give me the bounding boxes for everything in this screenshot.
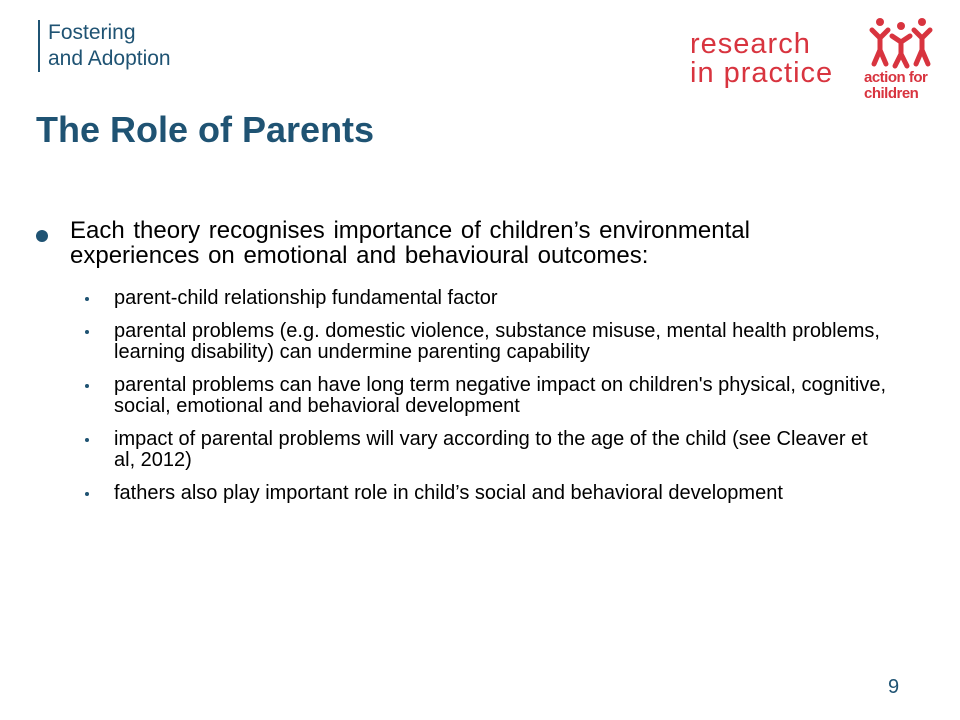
slide-title: The Role of Parents [36, 109, 375, 150]
sub-bullet-item [36, 288, 886, 309]
main-bullet-text: Each theory recognises importance of children’s environmental experiences on emotional and behavioural outcomes: [70, 217, 750, 269]
children-figures-icon [868, 14, 934, 70]
afc-line-1: action for [864, 69, 928, 86]
action-for-children-logo [864, 14, 936, 106]
research-in-practice-logo [690, 30, 833, 88]
sub-bullet-dot-icon [85, 492, 89, 496]
sub-bullet-dot-icon [85, 297, 89, 301]
sub-bullet-dot-icon [85, 438, 89, 442]
sub-bullet-dot-icon [85, 384, 89, 388]
rip-line-1: research [690, 28, 811, 60]
sub-bullet-item [36, 483, 886, 504]
sub-bullet-list [36, 288, 886, 504]
sub-bullet-text: parent-child relationship fundamental factor [114, 287, 498, 309]
brand-line-2: and Adoption [48, 47, 171, 70]
sub-bullet-text: fathers also play important role in child’s social and behavioral development [114, 482, 783, 504]
main-bullet [36, 218, 886, 268]
bullet-dot-icon [36, 230, 48, 242]
sub-bullet-text: parental problems (e.g. domestic violence, substance misuse, mental health problems, learning disability) can undermine parenting capability [114, 320, 880, 363]
brand-line-1: Fostering [48, 21, 136, 44]
slide-number: 9 [888, 676, 900, 698]
sub-bullet-dot-icon [85, 330, 89, 334]
sub-bullet-item [36, 375, 886, 417]
fostering-adoption-brand [38, 20, 171, 72]
sub-bullet-item [36, 429, 886, 471]
afc-wordmark [864, 70, 938, 102]
rip-line-2: in practice [690, 57, 834, 89]
sub-bullet-text: parental problems can have long term negative impact on children's physical, cognitive, social, emotional and behavioral development [114, 374, 887, 417]
sub-bullet-item [36, 321, 886, 363]
slide-content [36, 218, 886, 516]
afc-line-2: children [864, 85, 919, 102]
sub-bullet-text: impact of parental problems will vary according to the age of the child (see Cleaver et al, 2012) [114, 428, 868, 471]
